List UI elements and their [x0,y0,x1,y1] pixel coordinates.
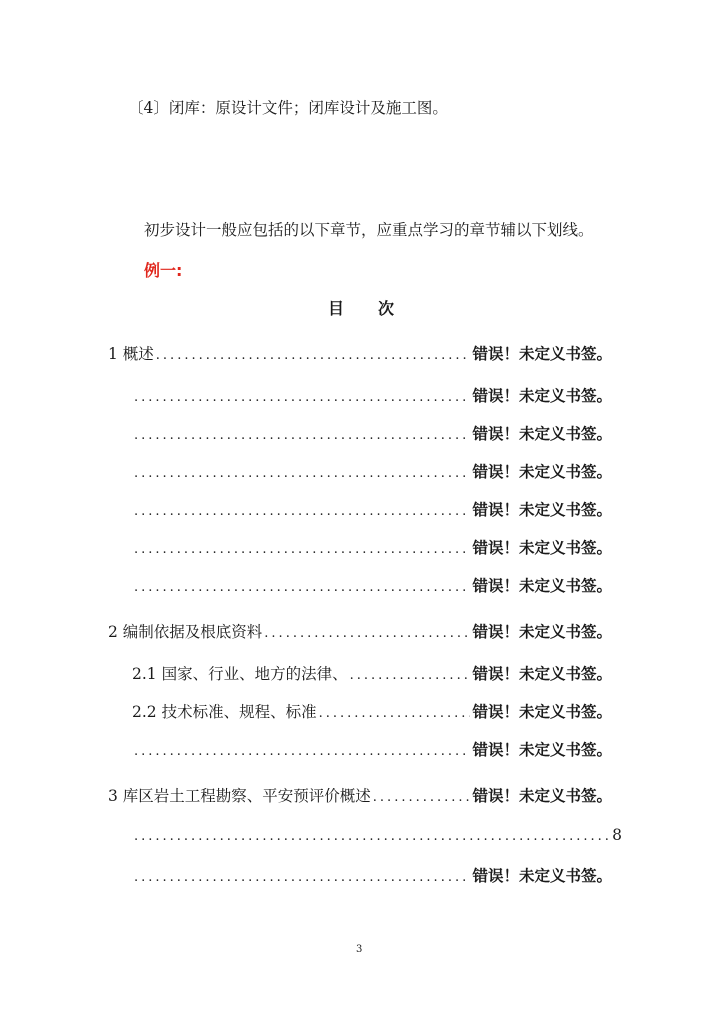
toc-row-ref: 错误！未定义书签。 [472,577,612,595]
toc-leader-dots [134,542,470,557]
intro-line: 〔4〕闭库：原设计文件；闭库设计及施工图。 [128,99,448,117]
toc-row[interactable] [108,342,612,366]
toc-row[interactable] [108,620,612,644]
toc-row-ref: 错误！未定义书签。 [472,623,612,641]
toc-row-ref: 错误！未定义书签。 [472,501,612,519]
toc-row-ref: 错误！未定义书签。 [472,425,612,443]
toc-row[interactable] [132,700,612,724]
toc-row-ref: 错误！未定义书签。 [472,665,612,683]
toc-row-ref: 错误！未定义书签。 [472,387,612,405]
toc-title-char-1: 目 [328,299,345,318]
toc-row-ref: 错误！未定义书签。 [472,345,612,363]
toc-leader-dots [134,744,470,759]
toc-leader-dots [134,829,610,844]
toc-row[interactable] [108,784,612,808]
toc-row[interactable] [132,738,612,762]
toc-row-ref: 错误！未定义书签。 [472,741,612,759]
toc-row[interactable] [132,384,612,408]
toc-leader-dots [134,390,470,405]
toc-leader-dots [134,466,470,481]
toc-row[interactable] [132,422,612,446]
toc-row[interactable] [132,460,612,484]
page-number: 3 [356,944,363,955]
toc-row-ref: 8 [612,826,622,844]
guide-line: 初步设计一般应包括的以下章节，应重点学习的章节辅以下划线。 [144,221,594,239]
toc-row[interactable] [132,574,612,598]
toc-leader-dots [373,790,471,805]
toc-leader-dots [134,870,470,885]
toc-title-char-2: 次 [378,299,395,318]
toc-row[interactable] [132,662,612,686]
toc-row-label: 1 概述 [108,345,154,363]
toc-row[interactable] [132,498,612,522]
toc-row[interactable] [132,536,612,560]
example-label: 例一: [144,261,183,280]
toc-row-ref: 错误！未定义书签。 [472,867,612,885]
toc-leader-dots [134,580,470,595]
toc-row-ref: 错误！未定义书签。 [472,703,612,721]
toc-title [328,296,394,319]
toc-row-ref: 错误！未定义书签。 [472,787,612,805]
toc-row-ref: 错误！未定义书签。 [472,539,612,557]
toc-row[interactable] [132,826,622,850]
toc-row[interactable] [132,864,612,888]
toc-row-label: 3 库区岩土工程勘察、平安预评价概述 [108,787,371,805]
toc-row-label: 2 编制依据及根底资料 [108,623,263,641]
toc-row-ref: 错误！未定义书签。 [472,463,612,481]
toc-row-label: 2.2 技术标准、规程、标准 [132,703,317,721]
toc-row-label: 2.1 国家、行业、地方的法律、 [132,665,348,683]
toc-leader-dots [134,428,470,443]
toc-leader-dots [319,706,471,721]
toc-leader-dots [350,668,471,683]
toc-leader-dots [134,504,470,519]
toc-leader-dots [156,348,471,363]
toc-leader-dots [264,626,470,641]
